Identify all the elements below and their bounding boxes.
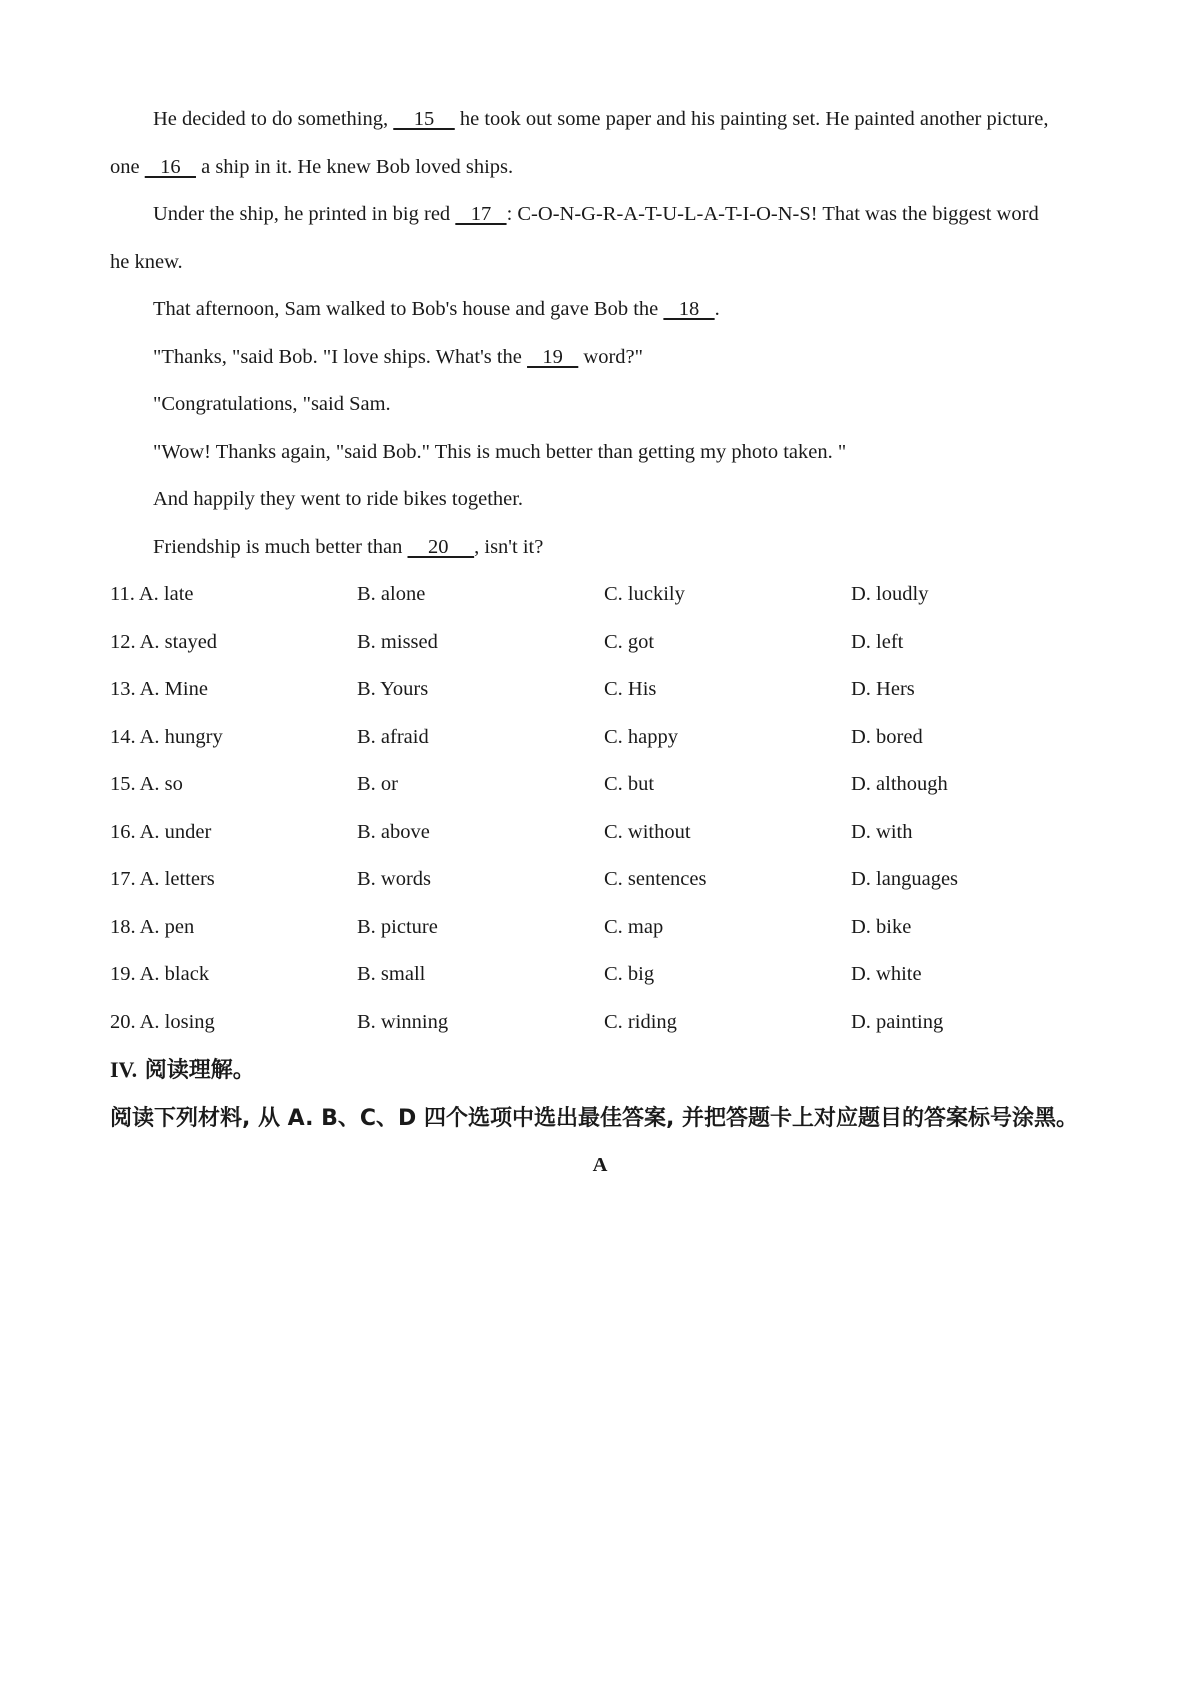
option-a: 17. A. letters — [110, 868, 215, 890]
text: "Wow! Thanks again, "said Bob." This is much better than getting my photo taken. " — [153, 440, 847, 463]
text: . — [714, 298, 720, 320]
text: Friendship is much better than — [153, 535, 408, 558]
option-b: B. small — [357, 963, 426, 985]
passage-line — [110, 191, 1090, 239]
option-b: B. picture — [357, 915, 438, 938]
passage-line — [110, 524, 1090, 572]
option-row-12 — [110, 619, 1090, 667]
option-d: D. white — [851, 963, 922, 985]
section-title: 阅读理解。 — [137, 1058, 255, 1083]
passage-line — [110, 334, 1090, 382]
option-d: D. loudly — [851, 583, 929, 605]
option-d: D. bike — [851, 915, 912, 938]
option-a: 14. A. hungry — [110, 725, 223, 748]
option-d: D. although — [851, 773, 948, 795]
option-b: B. afraid — [357, 725, 429, 748]
text: "Thanks, "said Bob. "I love ships. What's the — [153, 345, 528, 368]
blank-17: 17 — [455, 203, 507, 225]
option-row-11 — [110, 571, 1090, 619]
option-a: 18. A. pen — [110, 915, 195, 938]
passage-line — [110, 476, 1090, 524]
option-d: D. with — [851, 820, 913, 843]
blank-19: 19 — [527, 345, 579, 368]
blank-18: 18 — [663, 298, 715, 320]
option-a: 19. A. black — [110, 963, 210, 985]
option-a: 15. A. so — [110, 773, 183, 795]
text: word?" — [578, 345, 644, 368]
option-a: 11. A. late — [110, 583, 194, 605]
option-row-15 — [110, 761, 1090, 809]
section-heading — [110, 1046, 1090, 1095]
text: That afternoon, Sam walked to Bob's house and gave Bob the — [153, 298, 664, 320]
option-b: B. above — [357, 820, 430, 843]
option-row-18 — [110, 904, 1090, 952]
option-d: D. bored — [851, 725, 923, 748]
option-d: D. left — [851, 630, 904, 653]
section-number: IV. — [110, 1057, 138, 1082]
option-b: B. missed — [357, 630, 438, 653]
passage-line — [110, 96, 1090, 144]
text: : C-O-N-G-R-A-T-U-L-A-T-I-O-N-S! That was the biggest word — [506, 203, 1039, 225]
option-c: C. riding — [604, 1010, 677, 1033]
option-row-14 — [110, 714, 1090, 762]
passage-line — [110, 429, 1090, 477]
option-c: C. got — [604, 630, 655, 653]
text: , isn't it? — [474, 535, 544, 558]
option-a: 13. A. Mine — [110, 678, 208, 700]
passage-line — [110, 239, 1090, 287]
option-b: B. words — [357, 868, 432, 890]
text: Under the ship, he printed in big red — [153, 203, 456, 225]
option-a: 12. A. stayed — [110, 630, 218, 653]
section-instruction: 阅读下列材料, 从 A. B、C、D 四个选项中选出最佳答案, 并把答题卡上对应题目的答案标号涂黑。 — [110, 1105, 1078, 1131]
passage-label: A — [592, 1154, 608, 1176]
option-c: C. map — [604, 915, 664, 938]
blank-16: 16 — [144, 155, 196, 178]
option-c: C. sentences — [604, 868, 707, 890]
option-row-17 — [110, 856, 1090, 904]
passage-line — [110, 286, 1090, 334]
option-d: D. languages — [851, 868, 959, 890]
text: he knew. — [110, 250, 183, 273]
option-a: 20. A. losing — [110, 1010, 215, 1033]
option-c: C. His — [604, 678, 657, 700]
blank-15: 15 — [393, 108, 455, 130]
option-a: 16. A. under — [110, 820, 212, 843]
text: he took out some paper and his painting set. He painted another picture, — [454, 108, 1049, 130]
option-b: B. Yours — [357, 678, 429, 700]
option-c: C. without — [604, 820, 691, 843]
option-row-16 — [110, 809, 1090, 857]
option-b: B. winning — [357, 1010, 449, 1033]
text: "Congratulations, "said Sam. — [153, 393, 391, 415]
option-b: B. alone — [357, 583, 426, 605]
options-list — [110, 571, 1090, 1046]
option-c: C. but — [604, 773, 655, 795]
option-row-19 — [110, 951, 1090, 999]
text: He decided to do something, — [153, 108, 394, 130]
option-d: D. Hers — [851, 678, 915, 700]
passage-line — [110, 144, 1090, 192]
text: a ship in it. He knew Bob loved ships. — [195, 155, 514, 178]
text: one — [110, 155, 145, 178]
option-row-13 — [110, 666, 1090, 714]
text: And happily they went to ride bikes together. — [153, 488, 524, 510]
option-row-20 — [110, 999, 1090, 1047]
option-d: D. painting — [851, 1010, 944, 1033]
option-c: C. happy — [604, 725, 679, 748]
option-b: B. or — [357, 773, 398, 795]
blank-20: 20 — [407, 535, 475, 558]
option-c: C. big — [604, 963, 655, 985]
option-c: C. luckily — [604, 583, 685, 605]
passage-line — [110, 381, 1090, 429]
